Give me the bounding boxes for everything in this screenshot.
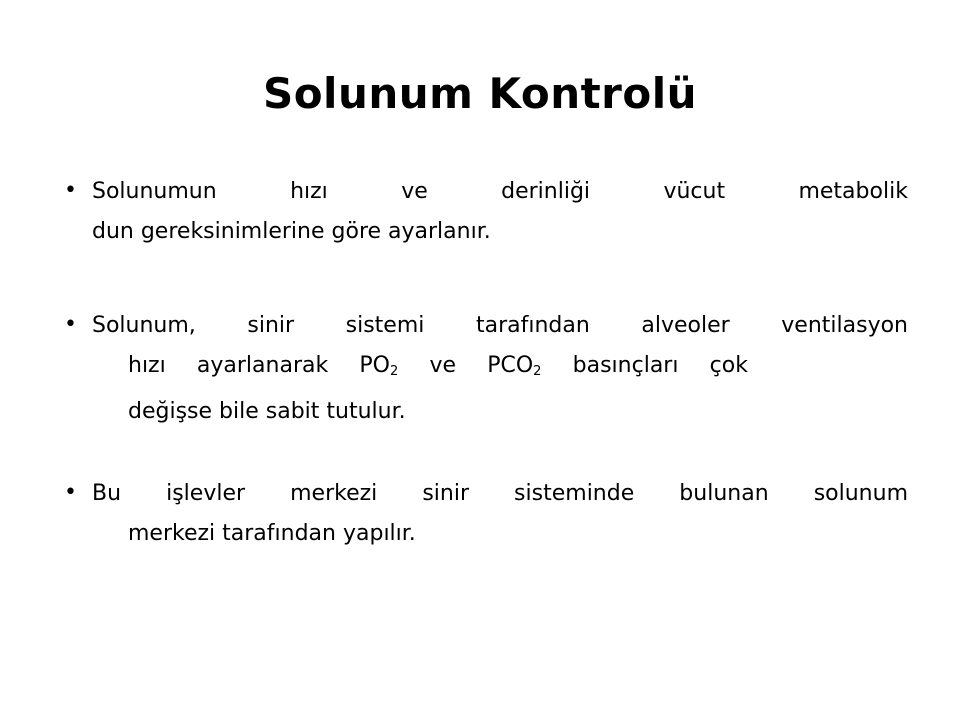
word: ve — [429, 353, 457, 378]
bullet-marker: • — [64, 480, 77, 505]
subscript: 2 — [533, 364, 542, 379]
bullet-marker: • — [64, 178, 77, 203]
word: vücut — [663, 179, 726, 204]
word: ve — [401, 179, 428, 204]
word: ayarlanarak — [196, 353, 329, 378]
bullet-item-2 — [64, 306, 908, 432]
slide-title: Solunum Kontrolü — [262, 69, 698, 118]
word: metabolik — [798, 179, 908, 204]
bullet-2-line-1 — [92, 306, 908, 346]
bullet-1-line-1 — [92, 172, 908, 212]
word: hızı — [128, 353, 166, 378]
word: PO — [359, 353, 390, 378]
word: derinliği — [501, 179, 591, 204]
word: Solunumun — [92, 179, 217, 204]
word: basınçları — [572, 353, 679, 378]
bullet-3-line-2: merkezi tarafından yapılır. — [128, 521, 416, 546]
subscript: 2 — [390, 364, 399, 379]
bullet-2-line-3: değişse bile sabit tutulur. — [128, 399, 406, 424]
bullet-2-line-1-text: Solunum, sinir sistemi tarafından alveoler ventilasyon — [92, 313, 908, 338]
bullet-3-line-1-text: Bu işlevler merkezi sinir sisteminde bulunan solunum — [92, 481, 908, 506]
bullet-3-line-1 — [92, 474, 908, 514]
bullet-1-line-2: dun gereksinimlerine göre ayarlanır. — [92, 219, 491, 244]
po2-term — [359, 346, 398, 392]
bullet-2-line-2 — [92, 346, 748, 392]
bullet-marker: • — [64, 312, 77, 337]
bullet-item-1 — [64, 172, 908, 252]
word: hızı — [290, 179, 328, 204]
pco2-term — [487, 346, 541, 392]
word: PCO — [487, 353, 534, 378]
word: çok — [709, 353, 748, 378]
bullet-item-3 — [64, 474, 908, 554]
